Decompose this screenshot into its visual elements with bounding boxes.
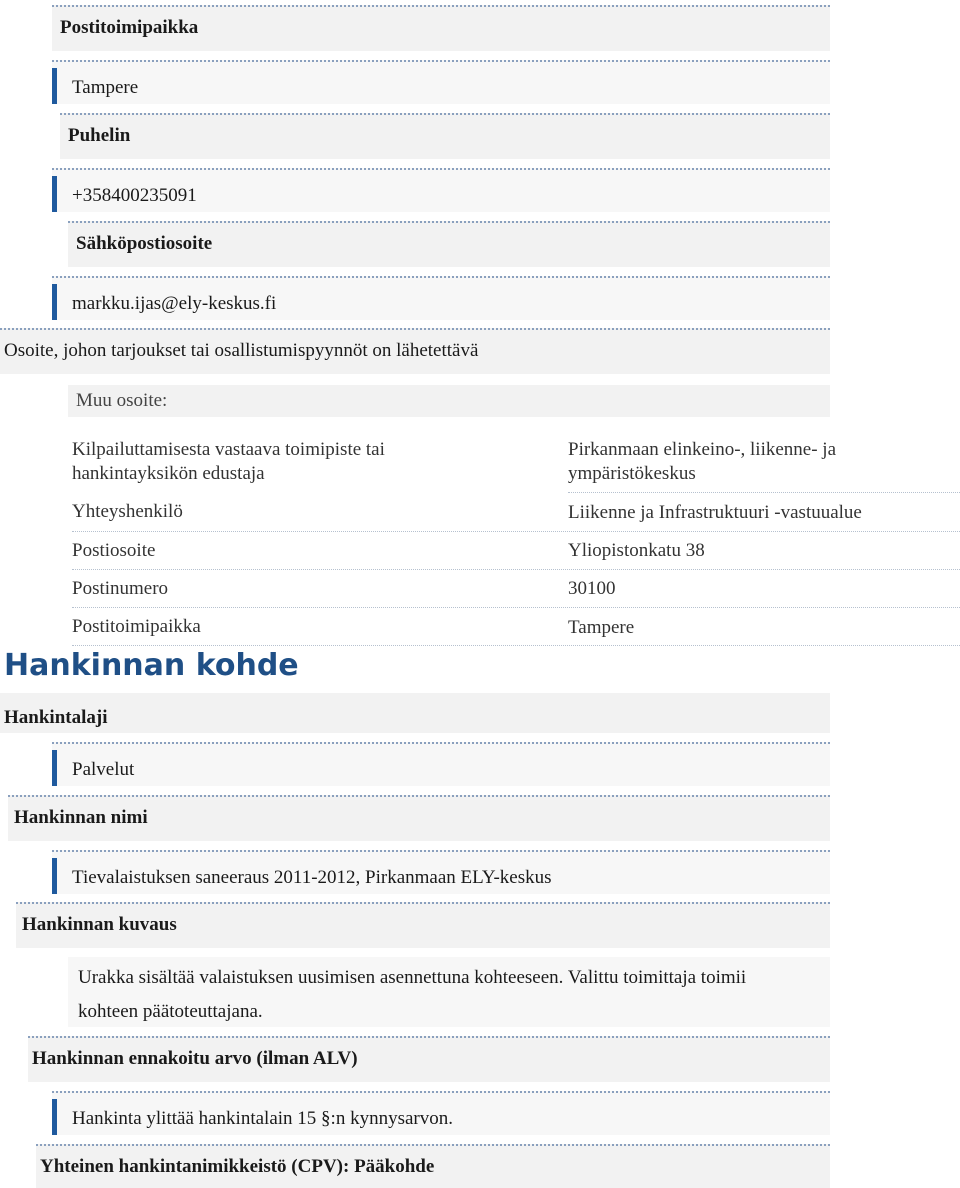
submission-address-title: Osoite, johon tarjoukset tai osallistumispyynnöt on lähetettävä — [4, 340, 479, 361]
postal-code-label: Postinumero — [72, 578, 169, 599]
field-value-name — [52, 850, 830, 894]
email-value: markku.ijas@ely-keskus.fi — [72, 293, 277, 314]
field-header-value — [28, 1036, 830, 1082]
field-header-description — [16, 902, 830, 948]
row-unit-value — [568, 438, 898, 486]
row-divider — [72, 645, 960, 646]
field-header-phone — [60, 113, 830, 159]
value-value: Hankinta ylittää hankintalain 15 §:n kynnysarvon. — [72, 1108, 453, 1129]
field-header-email — [68, 221, 830, 267]
postal-address-value: Yliopistonkatu 38 — [568, 540, 705, 561]
field-header-cpv — [36, 1144, 830, 1188]
row-divider — [568, 492, 960, 493]
row-unit-label — [72, 438, 442, 486]
value-label: Hankinnan ennakoitu arvo (ilman ALV) — [32, 1048, 358, 1069]
field-value-phone — [52, 168, 830, 212]
city2-value: Tampere — [568, 617, 635, 638]
field-header-city — [52, 5, 830, 51]
field-value-email — [52, 276, 830, 320]
row-divider — [72, 569, 960, 570]
description-line-2: kohteen päätoteuttajana. — [78, 1001, 263, 1022]
row-divider — [72, 531, 960, 532]
city-label: Postitoimipaikka — [60, 17, 199, 38]
city-value: Tampere — [72, 77, 139, 98]
postal-address-label: Postiosoite — [72, 540, 156, 561]
description-line-1: Urakka sisältää valaistuksen uusimisen asennettuna kohteeseen. Valittu toimittaja toimii — [78, 967, 747, 988]
unit-label: Kilpailuttamisesta vastaava toimipiste tai hankintayksikön edustaja — [72, 439, 385, 484]
phone-value: +358400235091 — [72, 185, 197, 206]
type-value: Palvelut — [72, 759, 135, 780]
row-divider — [72, 607, 960, 608]
field-value-city — [52, 60, 830, 104]
unit-value: Pirkanmaan elinkeino-, liikenne- ja ympäristökeskus — [568, 439, 837, 484]
description-label: Hankinnan kuvaus — [22, 914, 177, 935]
contact-person-label: Yhteyshenkilö — [72, 501, 183, 522]
field-header-type — [0, 693, 830, 733]
other-address-label: Muu osoite: — [76, 390, 168, 411]
field-value-value — [52, 1091, 830, 1135]
email-label: Sähköpostiosoite — [76, 233, 213, 254]
other-address-row — [68, 385, 830, 417]
field-header-name — [8, 795, 830, 841]
contact-person-value: Liikenne ja Infrastruktuuri -vastuualue — [568, 502, 862, 523]
city2-label: Postitoimipaikka — [72, 616, 201, 637]
phone-label: Puhelin — [68, 125, 131, 146]
section-title: Hankinnan kohde — [4, 648, 299, 683]
name-label: Hankinnan nimi — [14, 807, 148, 828]
field-value-description — [68, 957, 830, 1027]
cpv-label: Yhteinen hankintanimikkeistö (CPV): Pääkohde — [40, 1156, 435, 1177]
submission-address-header — [0, 328, 830, 374]
field-value-type — [52, 742, 830, 786]
name-value: Tievalaistuksen saneeraus 2011-2012, Pirkanmaan ELY-keskus — [72, 867, 552, 888]
type-label: Hankintalaji — [4, 707, 108, 728]
postal-code-value: 30100 — [568, 578, 616, 599]
